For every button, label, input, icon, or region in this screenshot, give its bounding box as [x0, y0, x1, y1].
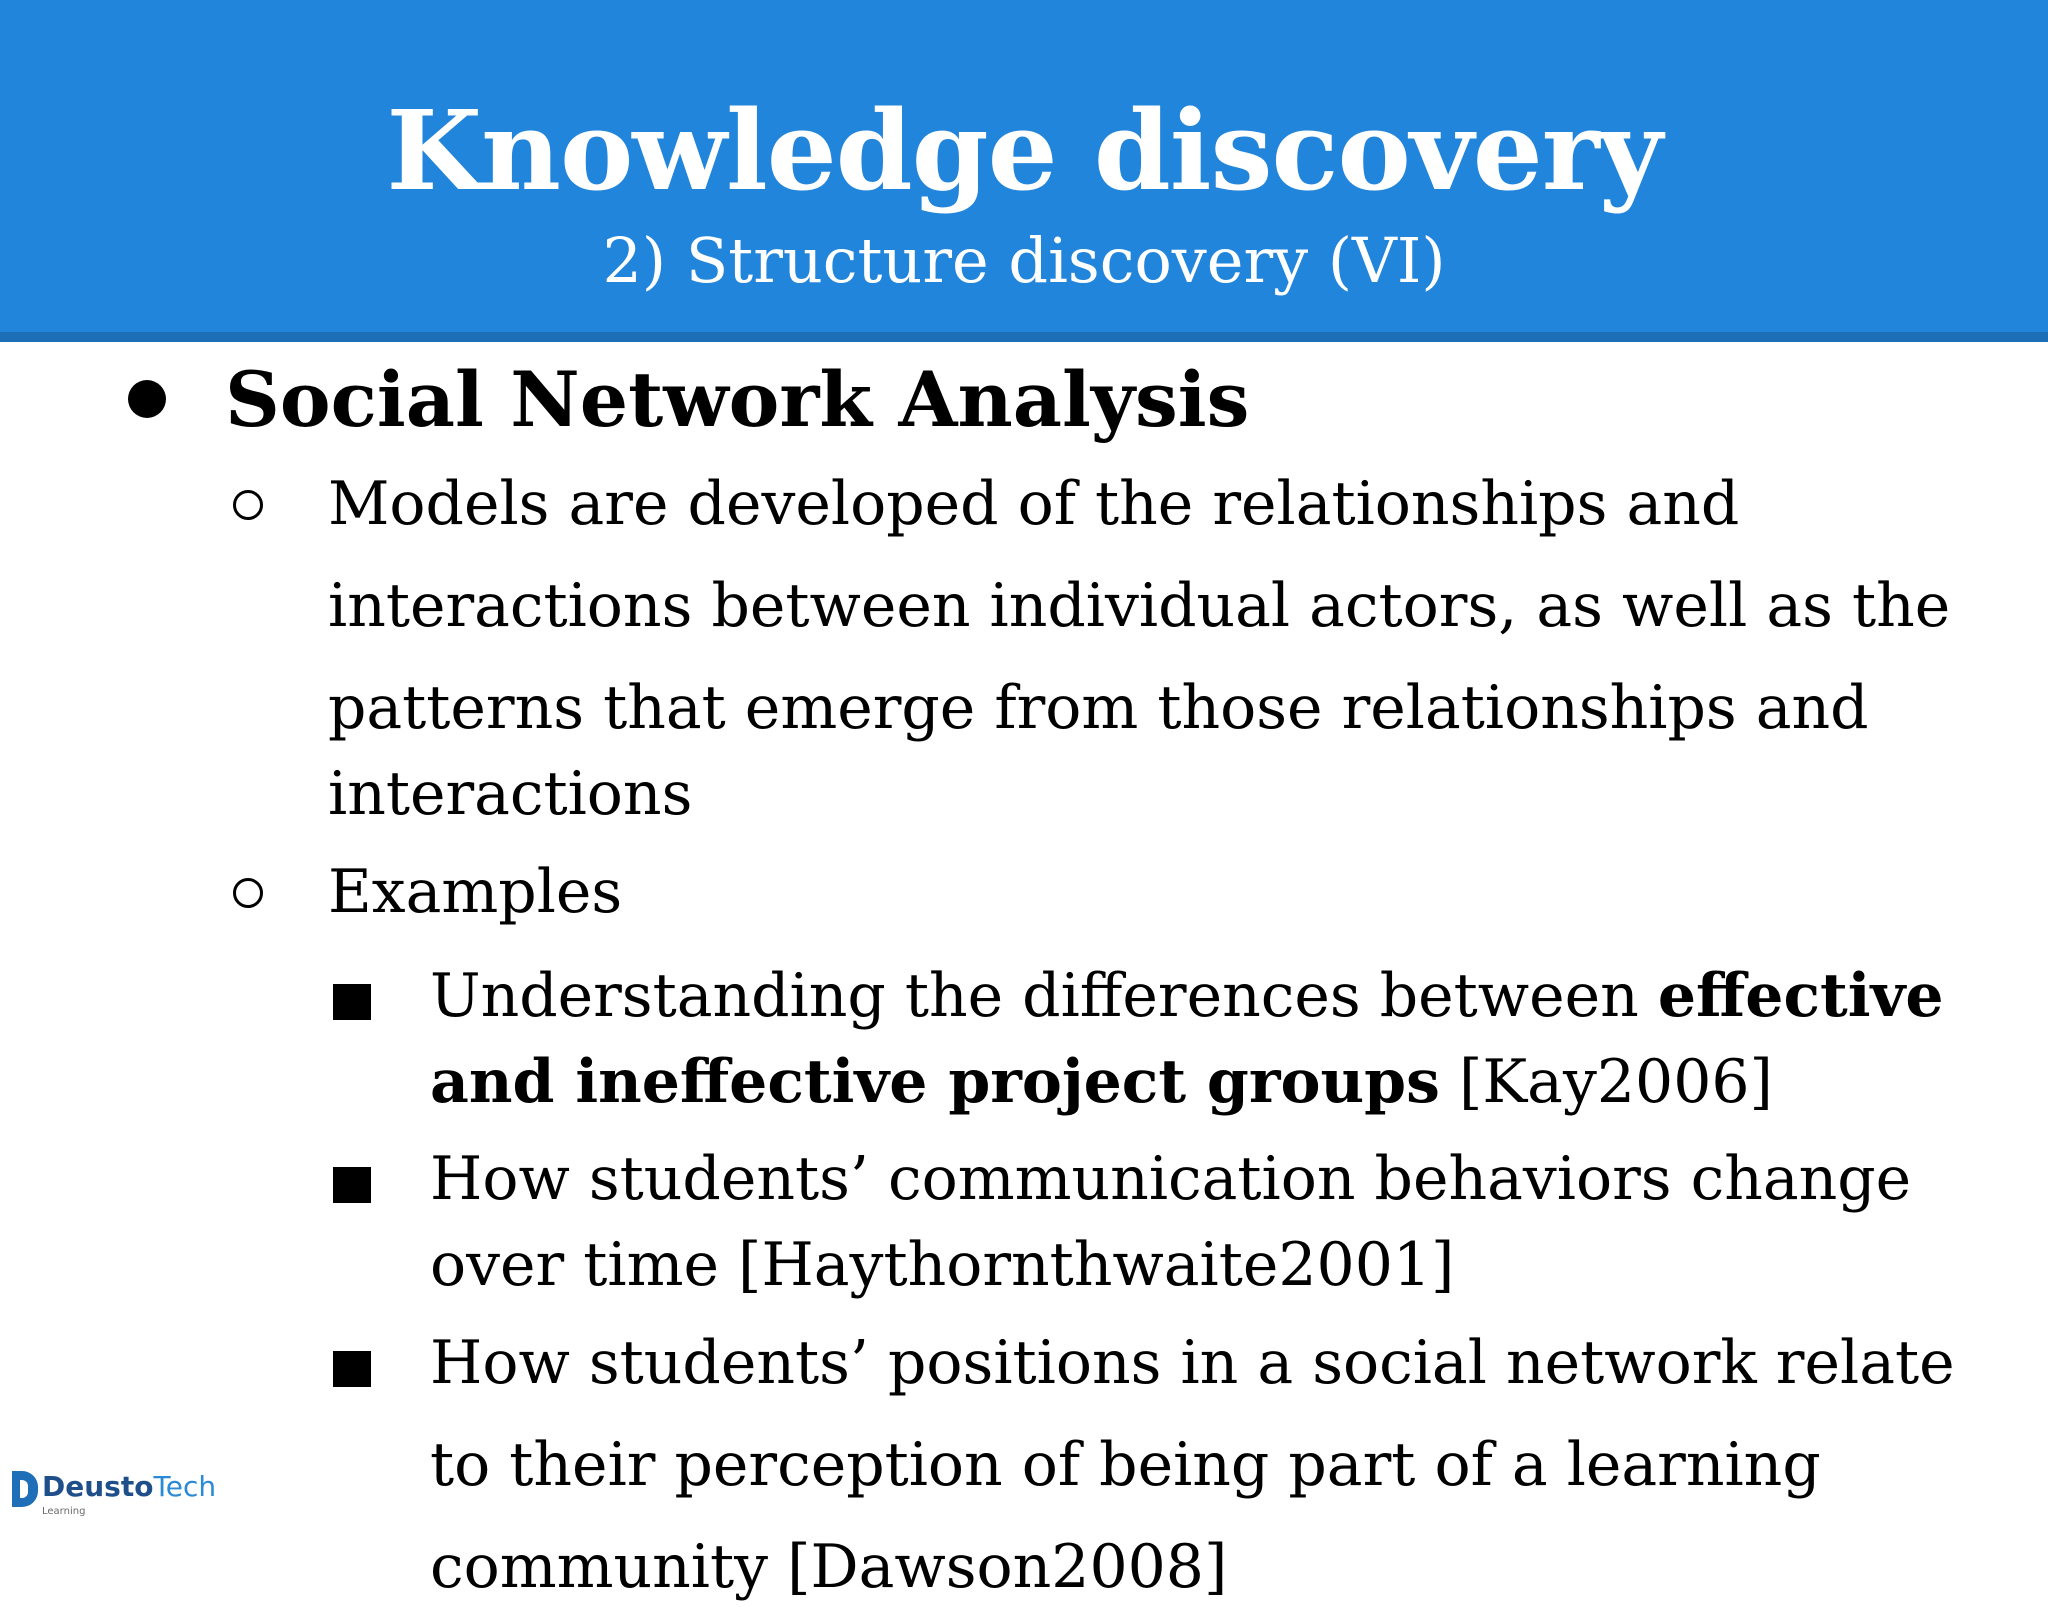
text-line [430, 1042, 1944, 1122]
examples-label: Examples [328, 857, 623, 927]
text-line: Models are developed of the relationships and [328, 469, 1740, 539]
text-line: over time [Haythornthwaite2001] [430, 1230, 1455, 1300]
example-item [430, 1323, 1955, 1607]
bullet-square-icon [333, 984, 371, 1020]
slide-title: Knowledge discovery [386, 86, 1662, 215]
header-rule [0, 332, 2048, 342]
logo-tagline: Learning [42, 1506, 86, 1517]
deustotech-logo [12, 1466, 217, 1526]
example-item [430, 1139, 1911, 1305]
text-line: interactions between individual actors, as well as the [328, 571, 1951, 641]
text-line: How students’ communication behaviors change [430, 1144, 1912, 1214]
bullet-circle-icon [233, 878, 263, 908]
logo-d-icon [12, 1471, 38, 1507]
text-line: to their perception of being part of a learning [430, 1430, 1821, 1500]
text-plain: [Kay2006] [1439, 1047, 1773, 1117]
text-bold: effective [1657, 961, 1944, 1031]
text-plain: Understanding the differences between [430, 961, 1658, 1031]
text-line: patterns that emerge from those relationships and [328, 673, 1869, 743]
text-bold: and ineffective project groups [430, 1047, 1440, 1117]
bullet-disc-icon [128, 380, 166, 418]
text-line [430, 956, 1944, 1042]
text-line: How students’ positions in a social network relate [430, 1328, 1955, 1398]
bullet-square-icon [333, 1167, 371, 1203]
text-line: community [Dawson2008] [430, 1532, 1228, 1602]
logo-brand-b: Tech [153, 1470, 217, 1503]
list-item-description [328, 464, 1950, 834]
logo-wordmark [42, 1470, 216, 1504]
bullet-square-icon [333, 1351, 371, 1387]
logo-brand-a: Deusto [42, 1470, 154, 1503]
text-line: interactions [328, 759, 693, 829]
list-item-examples [328, 852, 622, 932]
bullet-circle-icon [233, 490, 263, 520]
example-item [430, 956, 1944, 1122]
slide-subtitle: 2) Structure discovery (VI) [602, 224, 1446, 297]
section-heading: Social Network Analysis [225, 355, 1250, 444]
